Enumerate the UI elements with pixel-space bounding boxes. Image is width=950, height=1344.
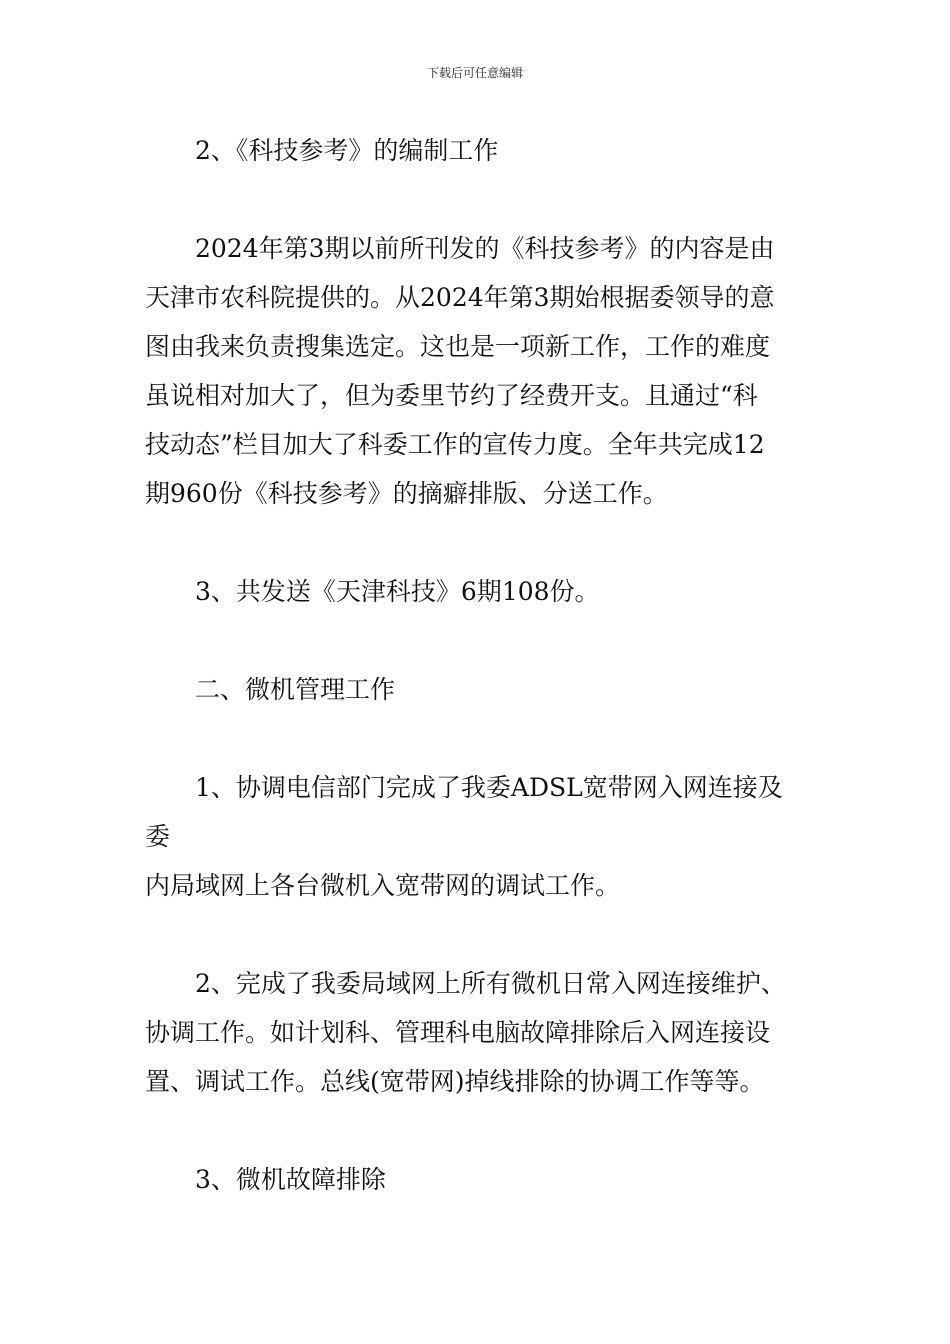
paragraph-line: 虽说相对加大了，但为委里节约了经费开支。且通过“科 <box>145 381 758 410</box>
paragraph-kejicankao-heading <box>145 126 807 175</box>
paragraph-adsl-connection <box>145 763 807 910</box>
paragraph-kejicankao-body <box>145 224 807 518</box>
paragraph-line: 图由我来负责搜集选定。这也是一项新工作，工作的难度 <box>145 332 771 361</box>
page-header: 下载后可任意编辑 <box>426 66 523 80</box>
paragraph-line: 3、共发送《天津科技》6期108份。 <box>195 577 600 606</box>
paragraph-line: 2、完成了我委局域网上所有微机日常入网连接维护、 <box>195 969 786 998</box>
section-heading-computer-management <box>145 665 807 714</box>
paragraph-tianjin-keji <box>145 567 807 616</box>
paragraph-line: 期960份《科技参考》的摘癖排版、分送工作。 <box>145 479 668 508</box>
paragraph-line: 协调工作。如计划科、管理科电脑故障排除后入网连接设 <box>145 1018 771 1047</box>
paragraph-line: 二、微机管理工作 <box>195 675 396 704</box>
paragraph-line: 2024年第3期以前所刊发的《科技参考》的内容是由 <box>195 234 775 263</box>
paragraph-line: 内局域网上各台微机入宽带网的调试工作。 <box>145 871 621 900</box>
paragraph-troubleshooting <box>145 1155 807 1204</box>
paragraph-line: 天津市农科院提供的。从2024年第3期始根据委领导的意 <box>145 283 775 312</box>
paragraph-line: 置、调试工作。总线(宽带网)掉线排除的协调工作等等。 <box>145 1067 765 1096</box>
paragraph-line: 2、《科技参考》的编制工作 <box>195 136 499 165</box>
paragraph-line: 1、协调电信部门完成了我委ADSL宽带网入网连接及委 <box>145 773 783 851</box>
paragraph-line: 技动态”栏目加大了科委工作的宣传力度。全年共完成12 <box>145 430 765 459</box>
paragraph-line: 3、微机故障排除 <box>195 1165 386 1194</box>
paragraph-lan-maintenance <box>145 959 807 1106</box>
document-body <box>145 126 807 1204</box>
